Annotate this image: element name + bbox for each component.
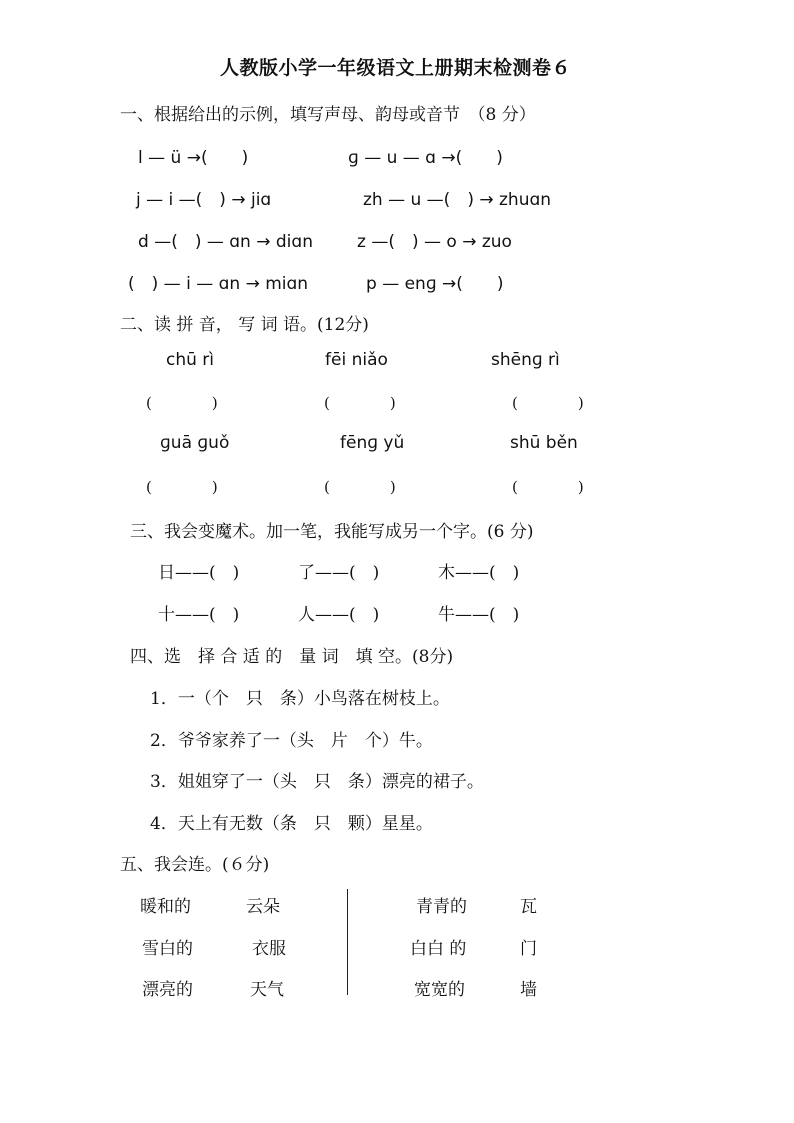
s5-left-noun-2: 衣服: [252, 939, 286, 959]
s5-left-word-2: 雪白的: [142, 939, 193, 959]
s5-right-noun-1: 瓦: [520, 897, 537, 917]
section-2-heading: 二、读 拼 音， 写 词 语。(12分): [120, 315, 369, 335]
s2-pinyin-2: fēi niǎo: [325, 350, 388, 370]
section-5-heading: 五、我会连。(６分): [120, 855, 270, 875]
s5-right-word-3: 宽宽的: [414, 980, 465, 1000]
s2-blank-2: ( ): [324, 394, 396, 412]
section-3-heading: 三、我会变魔术。加一笔，我能写成另一个字。(6 分): [130, 522, 534, 542]
s5-right-word-2: 白白 的: [410, 939, 467, 959]
s2-blank-5: ( ): [324, 478, 396, 496]
s2-pinyin-5: fēnɡ yǔ: [340, 433, 405, 453]
s4-item-1: 1．一（个 只 条）小鸟落在树枝上。: [150, 689, 450, 709]
s5-right-noun-3: 墙: [520, 980, 537, 1000]
section-1-heading: 一、根据给出的示例，填写声母、韵母或音节 （8 分）: [120, 105, 536, 125]
s5-left-word-3: 漂亮的: [142, 980, 193, 1000]
s5-left-noun-3: 天气: [250, 980, 284, 1000]
s3-item-3: 木——( ): [438, 563, 520, 583]
s3-item-5: 人——( ): [298, 605, 380, 625]
s5-left-noun-1: 云朵: [246, 897, 280, 917]
page-title: 人教版小学一年级语文上册期末检测卷６: [220, 57, 572, 79]
s3-item-6: 牛——( ): [438, 605, 520, 625]
s1-row2-right: zh — u —( ) → zhuɑn: [363, 190, 552, 210]
s1-row1-right: ɡ — u — ɑ →( ): [348, 148, 503, 168]
s2-pinyin-1: chū rì: [166, 350, 215, 370]
s2-blank-4: ( ): [146, 478, 218, 496]
matching-divider-line: [347, 889, 348, 995]
s2-pinyin-3: shēnɡ rì: [491, 350, 560, 370]
s2-blank-1: ( ): [146, 394, 218, 412]
s1-row2-left: j — i —( ) → jiɑ: [136, 190, 272, 210]
s2-pinyin-6: shū běn: [510, 433, 578, 453]
s3-item-1: 日——( ): [158, 563, 240, 583]
s4-item-2: 2．爷爷家养了一（头 片 个）牛。: [150, 731, 433, 751]
s5-right-word-1: 青青的: [416, 897, 467, 917]
s3-item-2: 了——( ): [298, 563, 380, 583]
s2-blank-3: ( ): [512, 394, 584, 412]
s1-row3-left: d —( ) — ɑn → diɑn: [138, 232, 313, 252]
s2-pinyin-4: ɡuā ɡuǒ: [160, 433, 230, 453]
section-4-heading: 四、选 择 合 适 的 量 词 填 空。(8分): [130, 647, 454, 667]
s5-left-word-1: 暖和的: [140, 897, 191, 917]
s1-row1-left: l — ü →( ): [138, 148, 249, 168]
s1-row4-left: ( ) — i — ɑn → miɑn: [128, 274, 309, 294]
s5-right-noun-2: 门: [520, 939, 537, 959]
s1-row3-right: z —( ) — o → zuo: [357, 232, 512, 252]
s4-item-3: 3．姐姐穿了一（头 只 条）漂亮的裙子。: [150, 772, 484, 792]
s3-item-4: 十——( ): [158, 605, 240, 625]
s4-item-4: 4．天上有无数（条 只 颗）星星。: [150, 814, 433, 834]
s1-row4-right: p — enɡ →( ): [366, 274, 504, 294]
s2-blank-6: ( ): [512, 478, 584, 496]
